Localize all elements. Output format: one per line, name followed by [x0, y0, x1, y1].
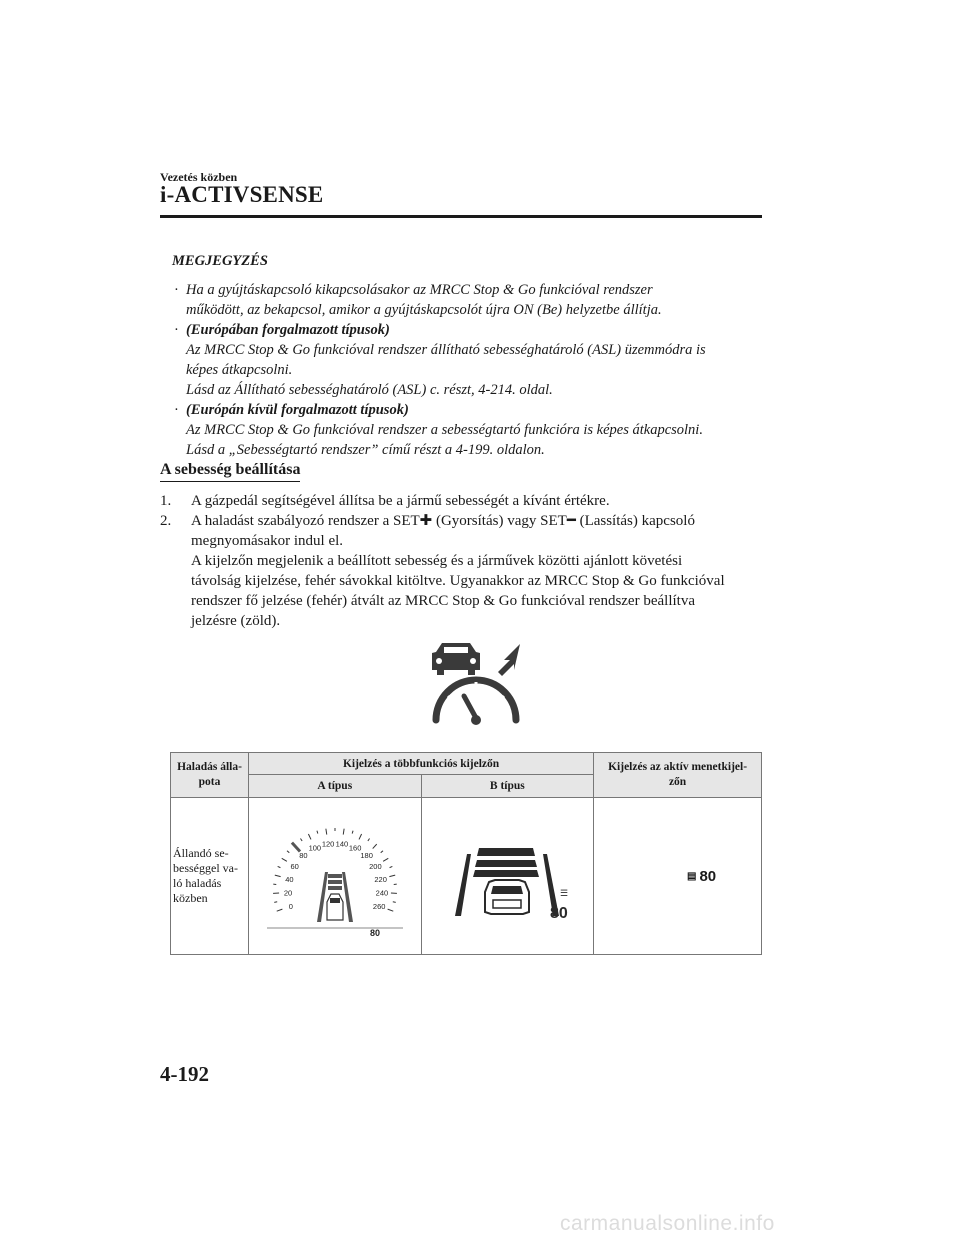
note-item-2 [172, 320, 772, 400]
mrcc-small-icon: ▤ [687, 870, 697, 882]
speed-tick-label: 100 [308, 843, 321, 853]
note-line: Ha a gyújtáskapcsoló kikapcsolásakor az MRCC Stop & Go funkcióval rendszer [186, 282, 653, 298]
bullet-icon: · [174, 402, 179, 418]
step-line: távolság kijelzése, fehér sávokkal kitöltve. Ugyanakkor az MRCC Stop & Go funkcióval [191, 573, 725, 589]
display-table [170, 752, 762, 955]
note-item-1 [172, 280, 772, 320]
col-header-active-display: Kijelzés az aktív menetkijel- zőn [594, 753, 762, 798]
step-line: megnyomásakor indul el. [191, 533, 344, 549]
step-list [160, 491, 770, 631]
speed-tick-label: 140 [335, 839, 348, 849]
note-line: Lásd az Állítható sebességhatároló (ASL) c. részt, 4-214. oldal. [186, 382, 553, 398]
step-line: rendszer fő jelzése (fehér) átvált az MRCC Stop & Go funkcióval rendszer beállítva [191, 593, 695, 609]
note-heading: (Európában forgalmazott típusok) [186, 322, 390, 338]
step-2 [160, 511, 770, 631]
row-label-constant-speed: Állandó se- bességgel va- ló haladás közben [171, 798, 249, 955]
type-a-display [248, 798, 421, 955]
note-heading: (Európán kívül forgalmazott típusok) [186, 402, 409, 418]
note-title: MEGJEGYZÉS [172, 253, 268, 269]
col-header-state: Haladás álla- pota [171, 753, 249, 798]
header-rule [160, 215, 762, 218]
note-line: Az MRCC Stop & Go funkcióval rendszer a sebességtartó funkcióra is képes átkapcsolni. [186, 422, 703, 438]
step-1 [160, 491, 770, 511]
col-header-multifunction: Kijelzés a többfunkciós kijelzőn [248, 753, 593, 775]
svg-text:☰: ☰ [560, 887, 569, 898]
page-number: 4-192 [160, 1062, 209, 1086]
type-b-display [421, 798, 594, 955]
speed-tick-label: 60 [290, 861, 299, 871]
speed-tick-label: 20 [283, 888, 293, 898]
speed-tick-label: 40 [284, 874, 294, 884]
note-line: Az MRCC Stop & Go funkcióval rendszer állítható sebességhatároló (ASL) üzemmódra is [186, 342, 706, 358]
chapter-title: i-ACTIVSENSE [160, 182, 324, 207]
lane-display-icon [427, 830, 587, 920]
speed-tick-label: 220 [374, 874, 387, 884]
speed-tick-label: 180 [360, 850, 373, 860]
bullet-icon: · [174, 282, 179, 298]
speed-tick-label: 0 [288, 901, 293, 911]
set-speed-b: 80 [550, 904, 569, 920]
speed-tick-label: 200 [368, 861, 382, 871]
bullet-icon: · [174, 322, 179, 338]
speedometer-icon [255, 810, 415, 940]
mrcc-indicator-icon [418, 640, 528, 730]
step-line: A kijelzőn megjelenik a beállított sebesség és a járművek közötti ajánlott követési [191, 553, 683, 569]
speed-tick-label: 80 [298, 850, 308, 860]
col-header-type-a: A típus [248, 775, 421, 798]
speed-tick-label: 260 [372, 901, 386, 911]
note-line: Lásd a „Sebességtartó rendszer” című részt a 4-199. oldalon. [186, 442, 545, 458]
step-number: 2. [160, 513, 172, 529]
set-speed-a: 80 [369, 927, 380, 938]
speed-tick-label: 120 [321, 839, 335, 849]
col-header-type-b: B típus [421, 775, 594, 798]
subsection-title: A sebesség beállítása [160, 461, 300, 482]
watermark: carmanualsonline.info [560, 1212, 775, 1235]
step-line: A gázpedál segítségével állítsa be a jármű sebességét a kívánt értékre. [191, 493, 610, 509]
step-line: A haladást szabályozó rendszer a SET✚ (Gyorsítás) vagy SET━ (Lassítás) kapcsoló [191, 513, 695, 529]
set-speed-active: 80 [699, 867, 717, 885]
active-display [594, 798, 762, 955]
step-line: jelzésre (zöld). [191, 613, 281, 629]
speed-tick-label: 240 [375, 888, 388, 898]
note-line: képes átkapcsolni. [186, 362, 293, 378]
note-list [172, 280, 772, 460]
section-title: Vezetés közben [160, 170, 238, 184]
note-line: működött, az bekapcsol, amikor a gyújtáskapcsolót újra ON (Be) helyzetbe állítja. [186, 302, 662, 318]
note-item-3 [172, 400, 772, 460]
step-number: 1. [160, 493, 172, 509]
speed-tick-label: 160 [348, 843, 362, 853]
